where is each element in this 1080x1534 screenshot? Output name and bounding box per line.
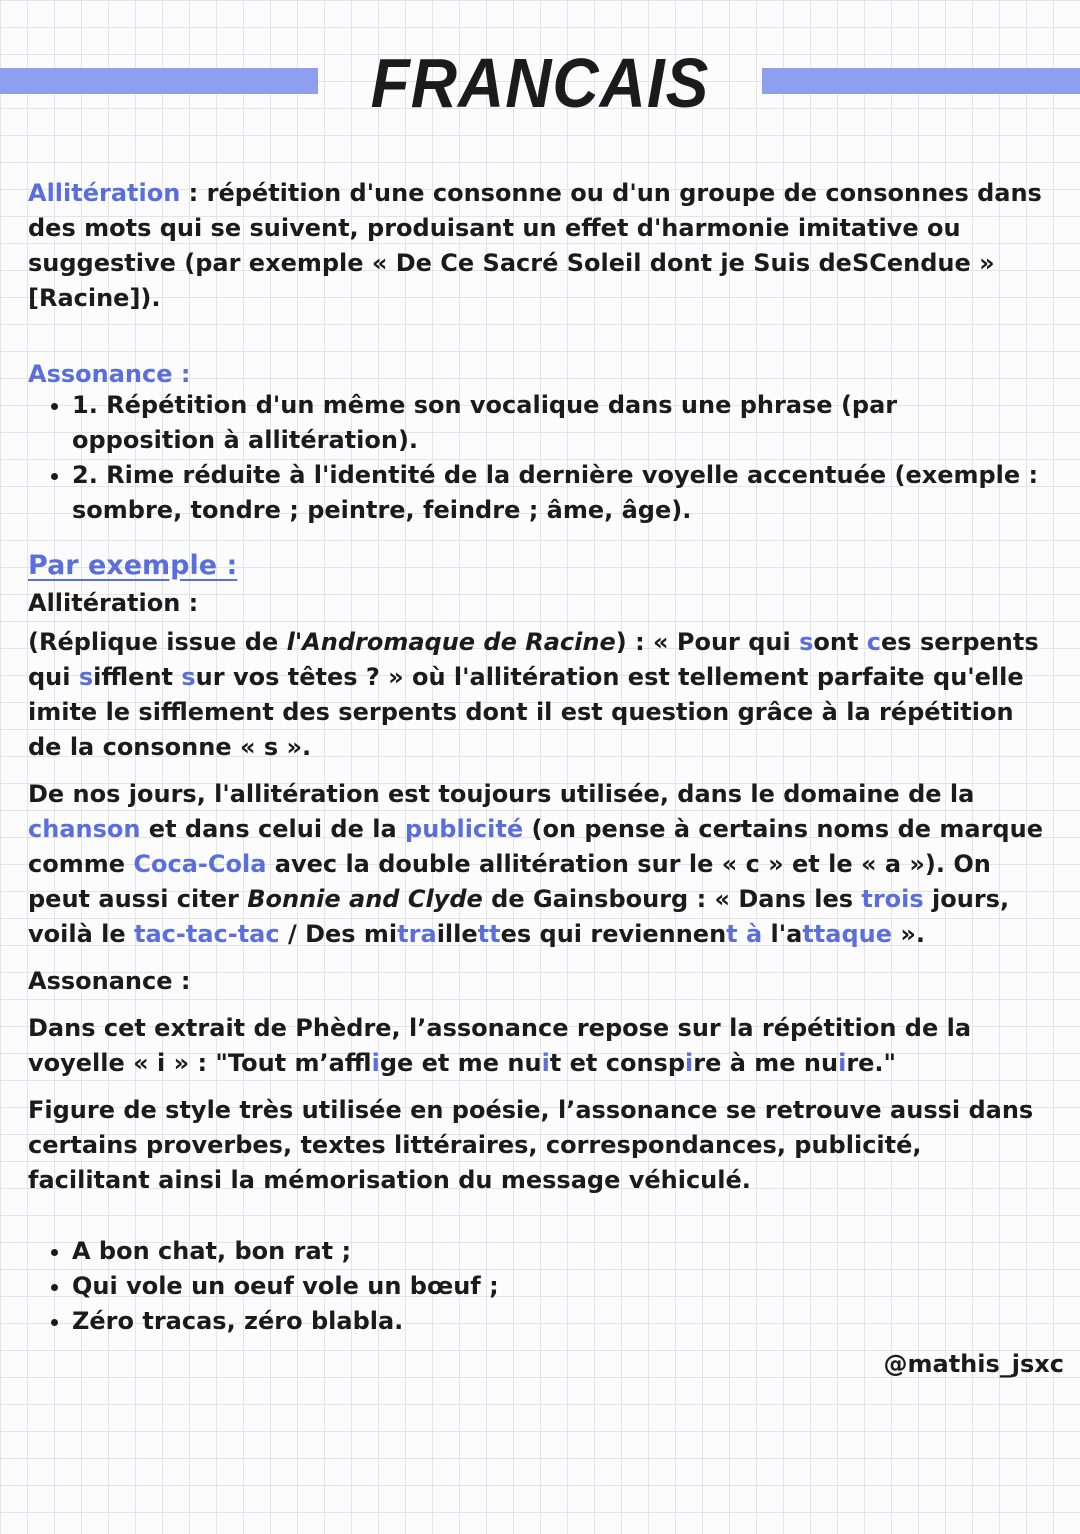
text-span: ifflent — [93, 663, 182, 691]
text-span: / Des mi — [279, 920, 398, 948]
highlight: tac-tac-tac — [134, 920, 280, 948]
text-span: ge et me nu — [379, 1049, 542, 1077]
text-span: Dans cet extrait de Phèdre, l’assonance repose sur la répétition de la voyelle « i » : "Tout m’affl — [28, 1014, 972, 1077]
text-span: jours, voilà le — [28, 885, 1010, 948]
text-span: De nos jours, l'allitération est toujours utilisée, dans le domaine de la — [28, 780, 975, 808]
modern-usage — [28, 777, 1048, 952]
highlight: chanson — [28, 815, 141, 843]
list-item: • Zéro tracas, zéro blabla. — [72, 1304, 1048, 1339]
text-span: ille — [436, 920, 478, 948]
asson-label: Assonance : — [28, 967, 191, 995]
title-bar-right — [762, 68, 1080, 94]
text-span: re." — [846, 1049, 897, 1077]
highlight: ttaque — [802, 920, 893, 948]
highlight: tra — [397, 920, 437, 948]
asson-term: Assonance : — [28, 360, 191, 388]
proverb-list — [28, 1234, 1048, 1339]
text-span: ont — [813, 628, 867, 656]
allit-text: répétition d'une consonne ou d'un groupe de consonnes dans des mots qui se suivent, produisant un effet d'harmonie imitative ou suggestive (par exemple « De Ce Sacré Soleil dont je Suis deSCendue » [Racine]). — [28, 179, 1042, 312]
highlight: tt — [477, 920, 501, 948]
examples-heading: Par exemple : — [28, 550, 238, 581]
highlight: i — [541, 1049, 550, 1077]
highlight: i — [838, 1049, 847, 1077]
highlight: publicité — [405, 815, 524, 843]
highlight: s — [181, 663, 196, 691]
allit-sep: : — [180, 179, 207, 207]
text-span: es qui reviennen — [500, 920, 727, 948]
content — [28, 176, 1048, 1339]
text-span: ur vos têtes ? » où l'allitération est tellement parfaite qu'elle imite le sifflement des serpents dont il est question grâce à la répétition de la consonne « s ». — [28, 663, 1024, 761]
list-item: • 2. Rime réduite à l'identité de la dernière voyelle accentuée (exemple : sombre, tondre ; peintre, feindre ; âme, âge). — [72, 458, 1048, 528]
asson-definition — [28, 360, 1048, 528]
text-span: ) : « Pour qui — [615, 628, 800, 656]
work-title: l'Andromaque de Racine — [286, 628, 616, 656]
highlight: trois — [861, 885, 924, 913]
title-bar-left — [0, 68, 318, 94]
highlight: t à — [726, 920, 763, 948]
asson-def-list — [28, 388, 1048, 528]
list-item: • A bon chat, bon rat ; — [72, 1234, 1048, 1269]
list-item: • Qui vole un oeuf vole un bœuf ; — [72, 1269, 1048, 1304]
list-item: • 1. Répétition d'un même son vocalique dans une phrase (par opposition à allitération). — [72, 388, 1048, 458]
highlight: s — [78, 663, 94, 691]
text-span: re à me nu — [693, 1049, 839, 1077]
allit-label: Allitération : — [28, 589, 199, 617]
allit-term: Allitération — [28, 179, 181, 207]
highlight: i — [685, 1049, 694, 1077]
highlight: i — [371, 1049, 380, 1077]
text-span: l'a — [762, 920, 803, 948]
text-span: t et consp — [549, 1049, 685, 1077]
highlight: Coca-Cola — [133, 850, 267, 878]
page-title: FRANCAIS — [370, 44, 710, 122]
text-span: de Gainsbourg : « Dans les — [482, 885, 862, 913]
text-span: (Réplique issue de — [28, 628, 287, 656]
highlight: s — [799, 628, 814, 656]
text-span: (on pense à certains noms de marque comme — [28, 815, 1043, 878]
phedre-example — [28, 1011, 1048, 1081]
song-title: Bonnie and Clyde — [247, 885, 483, 913]
text-span: ». — [892, 920, 925, 948]
allit-definition — [28, 176, 1048, 316]
text-span: et dans celui de la — [140, 815, 406, 843]
title-row — [0, 44, 1080, 122]
text-span: avec la double allitération sur le « c » et le « a »). On peut aussi citer — [28, 850, 991, 913]
text-span: es serpents qui — [28, 628, 1039, 691]
poetry-paragraph: Figure de style très utilisée en poésie, l’assonance se retrouve aussi dans certains proverbes, textes littéraires, correspondances, publicité, facilitant ainsi la mémorisation du message véhiculé. — [28, 1096, 1034, 1194]
highlight: c — [866, 628, 882, 656]
racine-example — [28, 625, 1048, 765]
author-handle: @mathis_jsxc — [883, 1350, 1064, 1378]
